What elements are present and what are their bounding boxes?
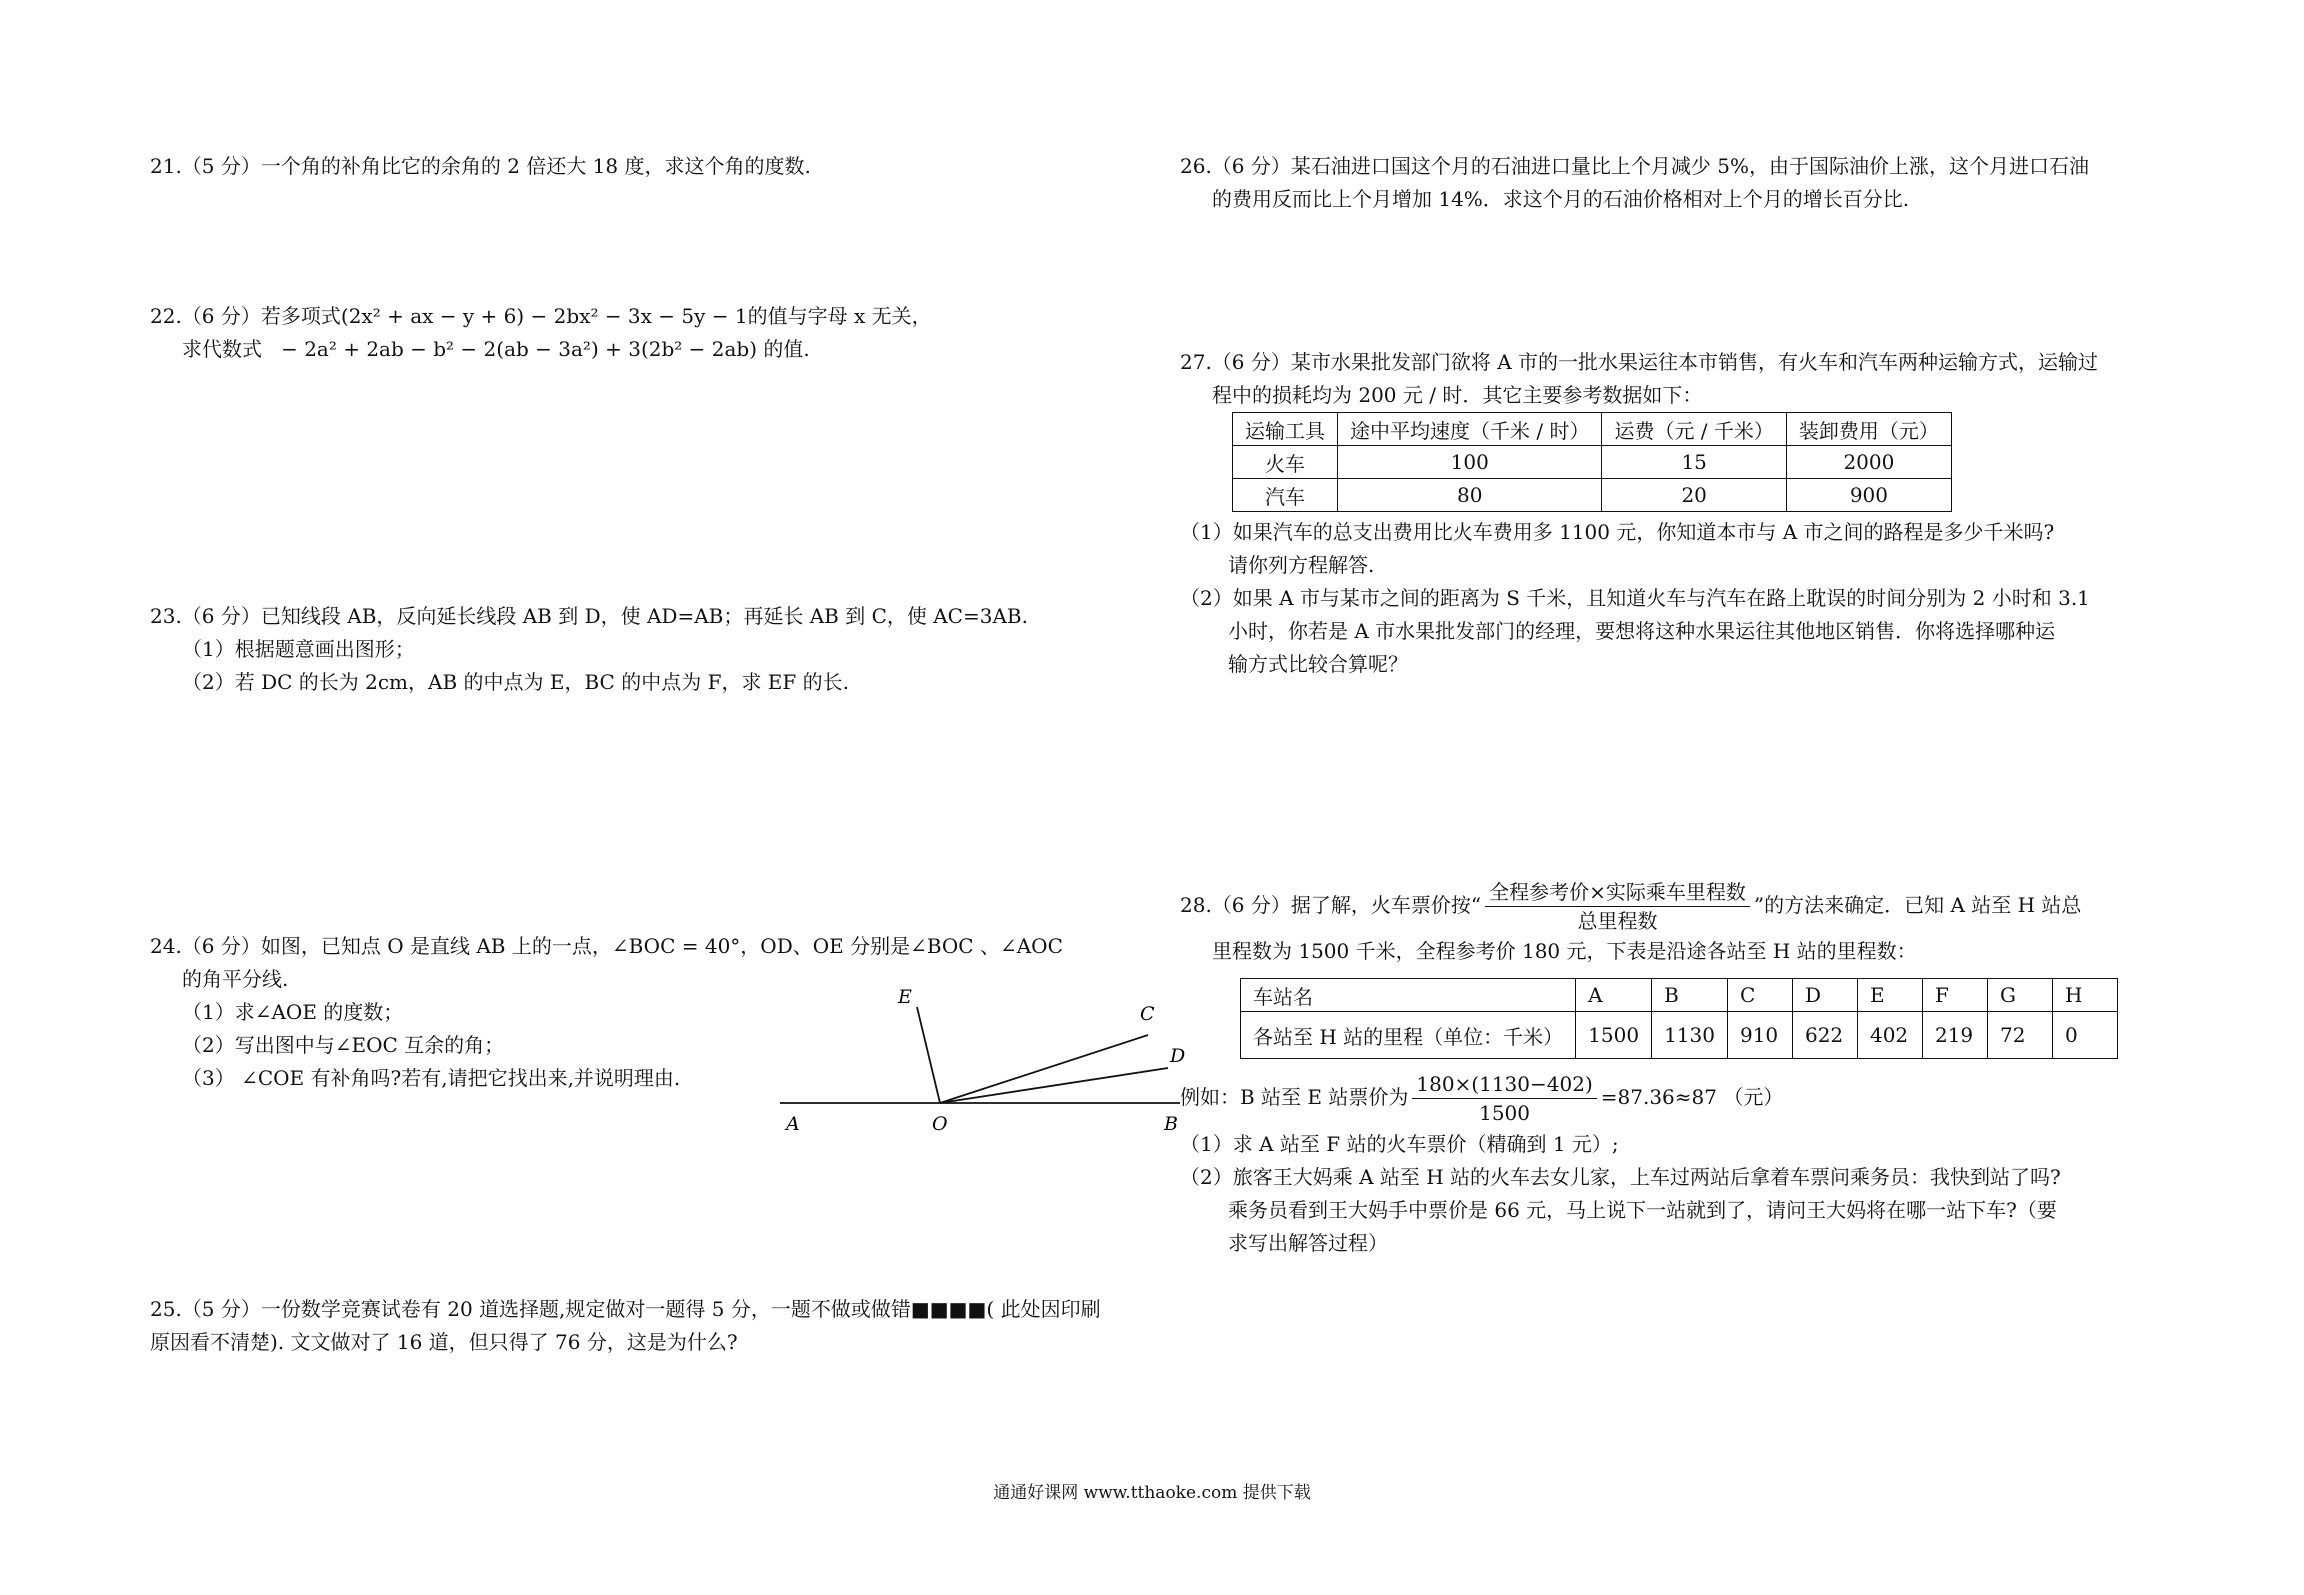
table-row xyxy=(1233,479,1952,512)
table-cell: 402 xyxy=(1857,1012,1922,1059)
q26-line2: 的费用反而比上个月增加 14%．求这个月的石油价格相对上个月的增长百分比. xyxy=(1212,187,1910,211)
table-header-cell: 装卸费用（元） xyxy=(1786,413,1951,446)
q23-line1: 23.（6 分）已知线段 AB，反向延长线段 AB 到 D，使 AD=AB；再延长 AB 到 C，使 AC=3AB. xyxy=(150,604,1028,628)
table-cell: 汽车 xyxy=(1233,479,1338,512)
q28-example xyxy=(1180,1070,1783,1127)
table-cell: 80 xyxy=(1338,479,1602,512)
label-b: B xyxy=(1164,1113,1178,1135)
question-27-parts xyxy=(1180,516,2090,681)
table-cell: 1130 xyxy=(1652,1012,1728,1059)
table-cell: 72 xyxy=(1987,1012,2052,1059)
angle-figure xyxy=(770,985,1190,1135)
table-header-cell: G xyxy=(1987,979,2052,1012)
table-header-cell: A xyxy=(1576,979,1652,1012)
question-28 xyxy=(1180,878,2081,968)
label-e: E xyxy=(898,986,912,1008)
q27-part2: （2）如果 A 市与某市之间的距离为 S 千米，且知道火车与汽车在路上耽误的时间分别为 2 小时和 3.1 xyxy=(1180,586,2090,610)
table-cell: 火车 xyxy=(1233,446,1338,479)
q22-expression-prefix: 求代数式 xyxy=(182,337,262,361)
q22-condition: 的值与字母 x 无关， xyxy=(747,304,932,328)
table-header-cell: H xyxy=(2052,979,2117,1012)
table-header-cell: 运输工具 xyxy=(1233,413,1338,446)
page-footer: 通通好课网 www.tthaoke.com 提供下载 xyxy=(993,1483,1311,1503)
q22-expression: − 2a² + 2ab − b² − 2(ab − 3a²) + 3(2b² − 2ab) xyxy=(281,337,758,361)
table-cell: 622 xyxy=(1792,1012,1857,1059)
q28-part1: （1）求 A 站至 F 站的火车票价（精确到 1 元）; xyxy=(1180,1132,1619,1156)
q28-part2: （2）旅客王大妈乘 A 站至 H 站的火车去女儿家，上车过两站后拿着车票问乘务员：我快到站了吗? xyxy=(1180,1165,2061,1189)
question-26 xyxy=(1180,150,2089,216)
question-22 xyxy=(150,300,932,366)
label-o: O xyxy=(932,1113,948,1135)
fare-formula-denominator: 总里程数 xyxy=(1577,909,1658,933)
q22-expression-suffix: 的值. xyxy=(763,337,810,361)
question-21 xyxy=(150,150,811,183)
table-cell: 15 xyxy=(1602,446,1786,479)
q28-line1 xyxy=(1180,878,2081,935)
question-25 xyxy=(150,1293,1101,1359)
q22-prefix: 22.（6 分）若多项式 xyxy=(150,304,341,328)
question-27 xyxy=(1180,346,2098,412)
question-28-parts xyxy=(1180,1128,2061,1260)
q23-part2: （2）若 DC 的长为 2cm，AB 的中点为 E，BC 的中点为 F，求 EF 的长. xyxy=(182,670,849,694)
fare-formula-numerator: 全程参考价×实际乘车里程数 xyxy=(1485,878,1750,907)
fare-formula xyxy=(1485,878,1750,935)
table-cell: 20 xyxy=(1602,479,1786,512)
table-cell: 0 xyxy=(2052,1012,2117,1059)
label-a: A xyxy=(786,1113,800,1135)
q24-part3: （3） ∠COE 有补角吗?若有,请把它找出来,并说明理由. xyxy=(182,1066,681,1090)
q22-line1 xyxy=(150,300,932,333)
table-header-cell: 运费（元 / 千米） xyxy=(1602,413,1786,446)
q22-line2 xyxy=(150,333,932,366)
station-header-row xyxy=(1241,979,2118,1012)
ray-oc xyxy=(940,1035,1148,1103)
q28-part2-cont: 乘务员看到王大妈手中票价是 66 元，马上说下一站就到了，请问王大妈将在哪一站下车?（要 xyxy=(1228,1198,2057,1222)
table-row xyxy=(1233,446,1952,479)
example-numerator: 180×(1130−402) xyxy=(1412,1070,1596,1099)
q27-part2-end: 输方式比较合算呢？ xyxy=(1228,652,1408,676)
q22-polynomial: (2x² + ax − y + 6) − 2bx² − 3x − 5y − 1 xyxy=(340,304,748,328)
example-fraction xyxy=(1412,1070,1596,1127)
station-table xyxy=(1240,978,2118,1059)
q27-part2-cont: 小时，你若是 A 市水果批发部门的经理，要想将这种水果运往其他地区销售．你将选择哪种运 xyxy=(1228,619,2056,643)
example-prefix: 例如：B 站至 E 站票价为 xyxy=(1180,1085,1409,1109)
q26-line1: 26.（6 分）某石油进口国这个月的石油进口量比上个月减少 5%，由于国际油价上涨，这个月进口石油 xyxy=(1180,154,2089,178)
q21-text: 21.（5 分）一个角的补角比它的余角的 2 倍还大 18 度，求这个角的度数. xyxy=(150,154,811,178)
q25-line1: 25.（5 分）一份数学竞赛试卷有 20 道选择题,规定做对一题得 5 分，一题不做或做错■■■■( 此处因印刷 xyxy=(150,1297,1101,1321)
station-distance-row xyxy=(1241,1012,2118,1059)
ray-oe xyxy=(917,1007,940,1103)
question-23 xyxy=(150,600,1028,699)
ray-od xyxy=(940,1068,1168,1103)
q24-line2: 的角平分线. xyxy=(182,967,289,991)
table-header-cell: D xyxy=(1792,979,1857,1012)
q27-line1: 27.（6 分）某市水果批发部门欲将 A 市的一批水果运往本市销售，有火车和汽车两种运输方式，运输过 xyxy=(1180,350,2099,374)
q28-example-line xyxy=(1180,1070,1783,1127)
table-header-cell: 途中平均速度（千米 / 时） xyxy=(1338,413,1602,446)
transport-table xyxy=(1232,412,1952,512)
q23-part1: （1）根据题意画出图形； xyxy=(182,637,415,661)
table-header-cell: B xyxy=(1652,979,1728,1012)
table-header-cell: E xyxy=(1857,979,1922,1012)
q28-prefix: 28.（6 分）据了解，火车票价按“ xyxy=(1180,893,1482,917)
q24-line1: 24.（6 分）如图，已知点 O 是直线 AB 上的一点，∠BOC = 40°，OD、OE 分别是∠BOC 、∠AOC xyxy=(150,934,1063,958)
example-result: =87.36≈87 （元） xyxy=(1600,1085,1784,1109)
table-cell: 100 xyxy=(1338,446,1602,479)
label-d: D xyxy=(1170,1045,1186,1067)
table-cell: 2000 xyxy=(1786,446,1951,479)
table-header-cell: C xyxy=(1727,979,1792,1012)
q24-part1: （1）求∠AOE 的度数； xyxy=(182,1000,404,1024)
table-header-row xyxy=(1233,413,1952,446)
q27-part1-cont: 请你列方程解答. xyxy=(1228,553,1375,577)
q27-line2: 程中的损耗均为 200 元 / 时．其它主要参考数据如下： xyxy=(1212,383,1703,407)
q25-line2: 原因看不清楚). 文文做对了 16 道，但只得了 76 分，这是为什么? xyxy=(150,1330,738,1354)
q24-part2: （2）写出图中与∠EOC 互余的角； xyxy=(182,1033,505,1057)
q27-part1: （1）如果汽车的总支出费用比火车费用多 1100 元，你知道本市与 A 市之间的路程是多少千米吗? xyxy=(1180,520,2055,544)
table-cell: 910 xyxy=(1727,1012,1792,1059)
table-cell: 各站至 H 站的里程（单位：千米） xyxy=(1241,1012,1576,1059)
example-denominator: 1500 xyxy=(1479,1101,1531,1125)
q28-suffix: ”的方法来确定．已知 A 站至 H 站总 xyxy=(1753,893,2082,917)
table-header-cell: F xyxy=(1922,979,1987,1012)
q28-part2-end: 求写出解答过程） xyxy=(1228,1231,1388,1255)
table-cell: 219 xyxy=(1922,1012,1987,1059)
label-c: C xyxy=(1140,1003,1155,1025)
table-cell: 900 xyxy=(1786,479,1951,512)
table-cell: 1500 xyxy=(1576,1012,1652,1059)
q28-line2: 里程数为 1500 千米，全程参考价 180 元，下表是沿途各站至 H 站的里程数： xyxy=(1212,939,1917,963)
table-header-cell: 车站名 xyxy=(1241,979,1576,1012)
